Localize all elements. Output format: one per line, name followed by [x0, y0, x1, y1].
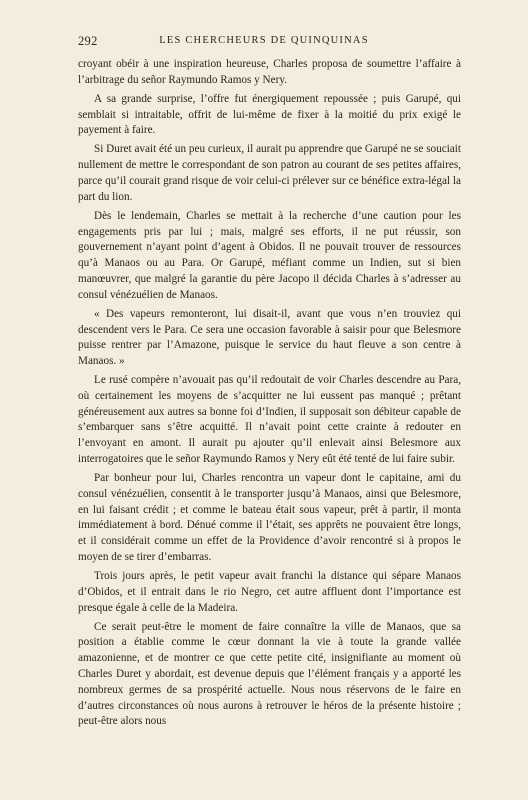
paragraph: Si Duret avait été un peu curieux, il aurait pu apprendre que Garupé ne se souciait nullement de mettre le correspondant de son patron au courant de ses petites affaires, parce qu’il courait grand risque de voir celui-ci prélever sur ce bénéfice extra-légal la part du lion. — [78, 143, 461, 203]
paragraph: Ce serait peut-être le moment de faire connaître la ville de Manaos, que sa position a établie comme le cœur donnant la vie à toute la grande vallée amazonienne, et de montrer ce que cette petite cité, insignifiante au moment où Charles Duret y abordait, est devenue depuis que l’élément français y a apporté les nombreux germes de sa prospérité actuelle. Nous nous réservons de le faire en d’autres circonstances où nous aurons à retrouver le héros de la présente histoire ; peut-être alors nous — [78, 620, 461, 728]
paragraph: Dès le lendemain, Charles se mettait à la recherche d’une caution pour les engagements pris par lui ; mais, malgré ses efforts, il ne put réussir, son gouvernement n’ayant point d’agent à Obidos. Il ne pouvait trouver de ressources qu’à Manaos ou au Para. Or Garupé, méfiant comme un Indien, sut si bien manœuvrer, que malgré la garantie du père Jacopo il décida Charles à s’adresser au consul vénézuélien de Manaos. — [78, 209, 461, 301]
paragraph: A sa grande surprise, l’offre fut énergiquement repoussée ; puis Garupé, qui semblait si intraitable, offrit de lui-même de fixer à la moitié du prix exigé le payement à faire. — [78, 92, 461, 137]
page-number: 292 — [78, 34, 98, 48]
paragraph: « Des vapeurs remonteront, lui disait-il, avant que vous n’en trouviez qui descendent vers le Para. Ce sera une occasion favorable à saisir pour que Belesmore puisse rentrer par l’Amazone, puisque le service du haut fleuve a son centre à Manaos. » — [78, 307, 461, 368]
page-header — [0, 34, 528, 50]
paragraph: Par bonheur pour lui, Charles rencontra un vapeur dont le capitaine, ami du consul vénézuélien, consentit à le transporter jusqu’à Manaos, ainsi que Belesmore, en lui faisant crédit ; et comme le bateau était sous vapeur, prêt à partir, il monta immédiatement à bord. Dénué comme il l’était, ses apprêts ne pouvaient être longs, et il considérait comme un effet de la Providence d’avoir rencontré si à propos le moyen de se tirer d’embarras. — [78, 472, 461, 564]
paragraph: croyant obéir à une inspiration heureuse, Charles proposa de soumettre l’affaire à l’arbitrage du señor Raymundo Ramos y Nery. — [78, 58, 461, 86]
body-text — [78, 57, 461, 733]
running-title: LES CHERCHEURS DE QUINQUINAS — [159, 35, 369, 46]
paragraph: Le rusé compère n’avouait pas qu’il redoutait de voir Charles descendre au Para, où certainement les moyens de s’acquitter ne lui eussent pas manqué ; prêtant généreusement aux autres sa bonne foi d’Indien, il supposait son débiteur capable de s’embarquer sans s’être acquitté. Il n’avait point cette crainte à redouter en l’envoyant en amont. Il aurait pu ajouter qu’il enlevait ainsi Belesmore aux interrogatoires que le señor Raymundo Ramos y Nery eût été tenté de lui faire subir. — [78, 374, 461, 466]
paragraph: Trois jours après, le petit vapeur avait franchi la distance qui sépare Manaos d’Obidos, et il entrait dans le rio Negro, cet autre affluent dont l’importance est presque égale à celle de la Madeira. — [78, 570, 461, 614]
